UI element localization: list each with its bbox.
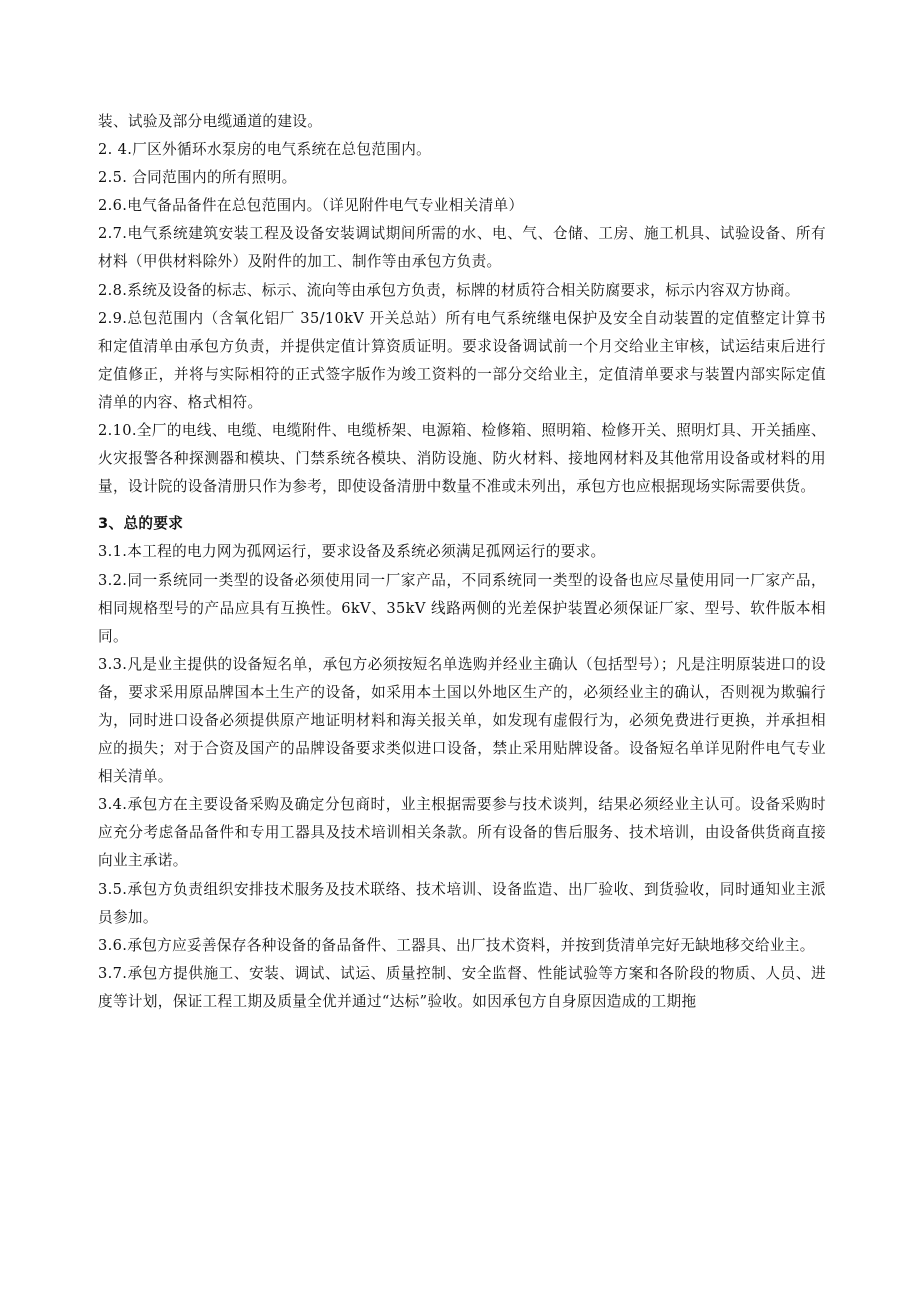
paragraph-2-8: 2.8.系统及设备的标志、标示、流向等由承包方负责，标牌的材质符合相关防腐要求，标示内容双方协商。 — [98, 281, 800, 299]
paragraph-3-6: 3.6.承包方应妥善保存各种设备的备品备件、工器具、出厂技术资料，并按到货清单完好无缺地移交给业主。 — [98, 936, 815, 954]
paragraph-2-5: 2.5. 合同范围内的所有照明。 — [98, 169, 297, 187]
paragraph-3-1: 3.1.本工程的电力网为孤网运行，要求设备及系统必须满足孤网运行的要求。 — [98, 543, 606, 561]
paragraph-2-6: 2.6.电气备品备件在总包范围内。（详见附件电气专业相关清单） — [98, 197, 524, 215]
paragraph-2-4: 2. 4.厂区外循环水泵房的电气系统在总包范围内。 — [98, 141, 432, 159]
paragraph-2-9: 2.9.总包范围内（含氧化铝厂 35/10kV 开关总站）所有电气系统继电保护及安全自动装置的定值整定计算书和定值清单由承包方负责，并提供定值计算资质证明。要求设备调试前一个月交给业主审核，试运结束后进行定值修正，并将与实际相符的正式签字版作为竣工资料的一部分交给业主，定值清单要求与装置内部实际定值清单的内容、格式相符。 — [98, 309, 826, 411]
paragraph-3-5: 3.5.承包方负责组织安排技术服务及技术联络、技术培训、设备监造、出厂验收、到货验收，同时通知业主派员参加。 — [98, 880, 826, 926]
paragraph-2-10: 2.10.全厂的电线、电缆、电缆附件、电缆桥架、电源箱、检修箱、照明箱、检修开关、照明灯具、开关插座、火灾报警各种探测器和模块、门禁系统各模块、消防设施、防火材料、接地网材料及其他常用设备或材料的用量，设计院的设备清册只作为参考，即使设备清册中数量不准或未列出，承包方也应根据现场实际需要供货。 — [98, 422, 826, 496]
paragraph-2-7: 2.7.电气系统建筑安装工程及设备安装调试期间所需的水、电、气、仓储、工房、施工机具、试验设备、所有材料（甲供材料除外）及附件的加工、制作等由承包方负责。 — [98, 225, 826, 271]
paragraph-3-7: 3.7.承包方提供施工、安装、调试、试运、质量控制、安全监督、性能试验等方案和各阶段的物质、人员、进度等计划，保证工程工期及质量全优并通过“达标”验收。如因承包方自身原因造成的工期拖 — [98, 964, 826, 1010]
paragraph-3-3: 3.3.凡是业主提供的设备短名单，承包方必须按短名单选购并经业主确认（包括型号）；凡是注明原装进口的设备，要求采用原品牌国本土生产的设备，如采用本土国以外地区生产的，必须经业主的确认，否则视为欺骗行为，同时进口设备必须提供原产地证明材料和海关报关单，如发现有虚假行为，必须免费进行更换，并承担相应的损失；对于合资及国产的品牌设备要求类似进口设备，禁止采用贴牌设备。设备短名单详见附件电气专业相关清单。 — [98, 655, 826, 786]
paragraph-3-2: 3.2.同一系统同一类型的设备必须使用同一厂家产品，不同系统同一类型的设备也应尽量使用同一厂家产品，相同规格型号的产品应具有互换性。6kV、35kV 线路两侧的光差保护装置必须保证厂家、型号、软件版本相同。 — [98, 571, 826, 645]
paragraph-cable-channel: 装、试验及部分电缆通道的建设。 — [98, 113, 323, 130]
paragraph-3-4: 3.4.承包方在主要设备采购及确定分包商时，业主根据需要参与技术谈判，结果必须经业主认可。设备采购时应充分考虑备品备件和专用工器具及技术培训相关条款。所有设备的售后服务、技术培训，由设备供货商直接向业主承诺。 — [98, 796, 826, 870]
section-3-heading: 3、总的要求 — [98, 515, 184, 533]
document-page — [98, 108, 826, 1016]
